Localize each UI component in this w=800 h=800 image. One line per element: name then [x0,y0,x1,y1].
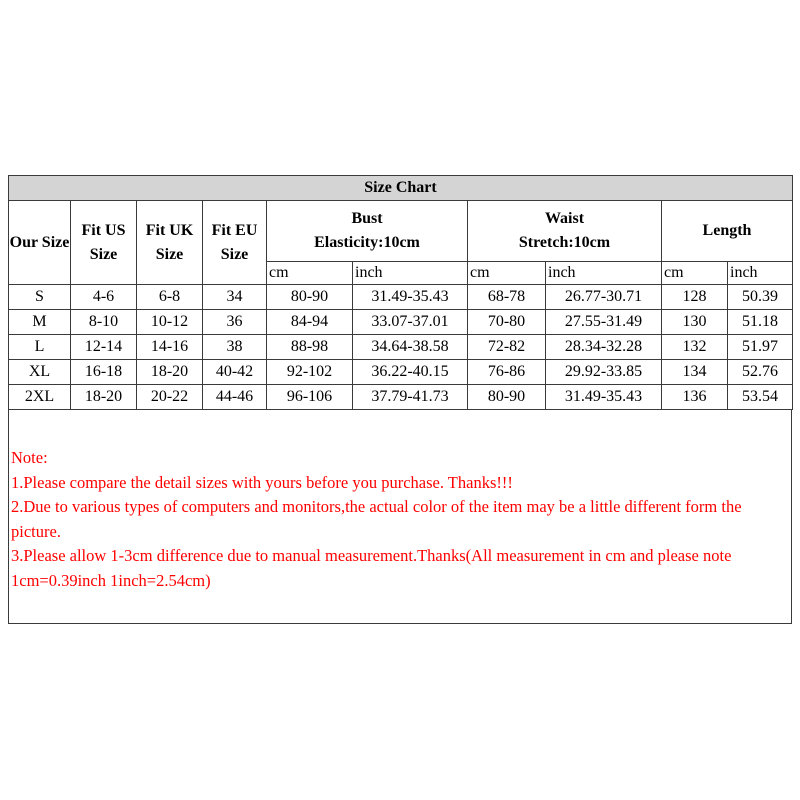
cell-bust-cm: 92-102 [267,360,353,385]
cell-length-cm: 136 [662,385,728,410]
size-chart-table [8,175,793,410]
cell-eu: 34 [203,285,267,310]
cell-length-cm: 128 [662,285,728,310]
cell-length-inch: 52.76 [728,360,793,385]
cell-size: M [9,310,71,335]
table-row [9,360,793,385]
note-heading: Note: [11,448,48,467]
cell-waist-inch: 28.34-32.28 [546,335,662,360]
size-chart-title: Size Chart [9,176,793,201]
cell-waist-cm: 72-82 [468,335,546,360]
cell-uk: 18-20 [137,360,203,385]
cell-us: 4-6 [71,285,137,310]
cell-bust-inch: 37.79-41.73 [353,385,468,410]
cell-waist-inch: 26.77-30.71 [546,285,662,310]
cell-size: L [9,335,71,360]
cell-bust-cm: 84-94 [267,310,353,335]
cell-size: XL [9,360,71,385]
note-line-1: 1.Please compare the detail sizes with yours before you purchase. Thanks!!! [11,472,513,492]
cell-us: 12-14 [71,335,137,360]
notes-box [8,409,792,624]
table-row [9,335,793,360]
cell-uk: 14-16 [137,335,203,360]
unit-waist-cm: cm [468,262,546,285]
header-fit-eu: Fit EU Size [203,201,267,285]
unit-length-inch: inch [728,262,793,285]
cell-waist-inch: 29.92-33.85 [546,360,662,385]
cell-bust-inch: 36.22-40.15 [353,360,468,385]
cell-size: S [9,285,71,310]
header-waist-sub: Stretch:10cm [518,234,611,251]
cell-uk: 10-12 [137,310,203,335]
cell-length-inch: 51.18 [728,310,793,335]
note-line-2: 2.Due to various types of computers and monitors,the actual color of the item may be a little different form the picture. [11,497,742,541]
table-row [9,310,793,335]
unit-waist-inch: inch [546,262,662,285]
cell-length-inch: 50.39 [728,285,793,310]
cell-bust-cm: 88-98 [267,335,353,360]
cell-length-cm: 134 [662,360,728,385]
cell-waist-cm: 80-90 [468,385,546,410]
cell-uk: 20-22 [137,385,203,410]
unit-bust-inch: inch [353,262,468,285]
cell-bust-inch: 34.64-38.58 [353,335,468,360]
cell-uk: 6-8 [137,285,203,310]
header-waist [468,201,662,262]
cell-eu: 36 [203,310,267,335]
header-fit-us: Fit US Size [71,201,137,285]
cell-length-inch: 51.97 [728,335,793,360]
cell-waist-cm: 70-80 [468,310,546,335]
cell-eu: 40-42 [203,360,267,385]
table-row [9,385,793,410]
cell-waist-inch: 27.55-31.49 [546,310,662,335]
cell-bust-inch: 33.07-37.01 [353,310,468,335]
cell-eu: 44-46 [203,385,267,410]
cell-eu: 38 [203,335,267,360]
unit-length-cm: cm [662,262,728,285]
header-length: Length [662,201,793,262]
header-bust-name: Bust [351,210,383,227]
cell-length-cm: 132 [662,335,728,360]
cell-bust-inch: 31.49-35.43 [353,285,468,310]
cell-length-inch: 53.54 [728,385,793,410]
cell-us: 8-10 [71,310,137,335]
cell-us: 16-18 [71,360,137,385]
cell-size: 2XL [9,385,71,410]
cell-length-cm: 130 [662,310,728,335]
cell-us: 18-20 [71,385,137,410]
note-line-3: 3.Please allow 1-3cm difference due to manual measurement.Thanks(All measurement in cm and please note 1cm=0.39inch 1inch=2.54cm) [11,546,732,590]
header-our-size: Our Size [9,201,71,285]
cell-waist-cm: 68-78 [468,285,546,310]
table-row [9,285,793,310]
header-waist-name: Waist [544,210,585,227]
cell-waist-inch: 31.49-35.43 [546,385,662,410]
header-fit-uk: Fit UK Size [137,201,203,285]
cell-bust-cm: 96-106 [267,385,353,410]
cell-waist-cm: 76-86 [468,360,546,385]
cell-bust-cm: 80-90 [267,285,353,310]
header-bust [267,201,468,262]
header-bust-sub: Elasticity:10cm [314,234,420,251]
unit-bust-cm: cm [267,262,353,285]
